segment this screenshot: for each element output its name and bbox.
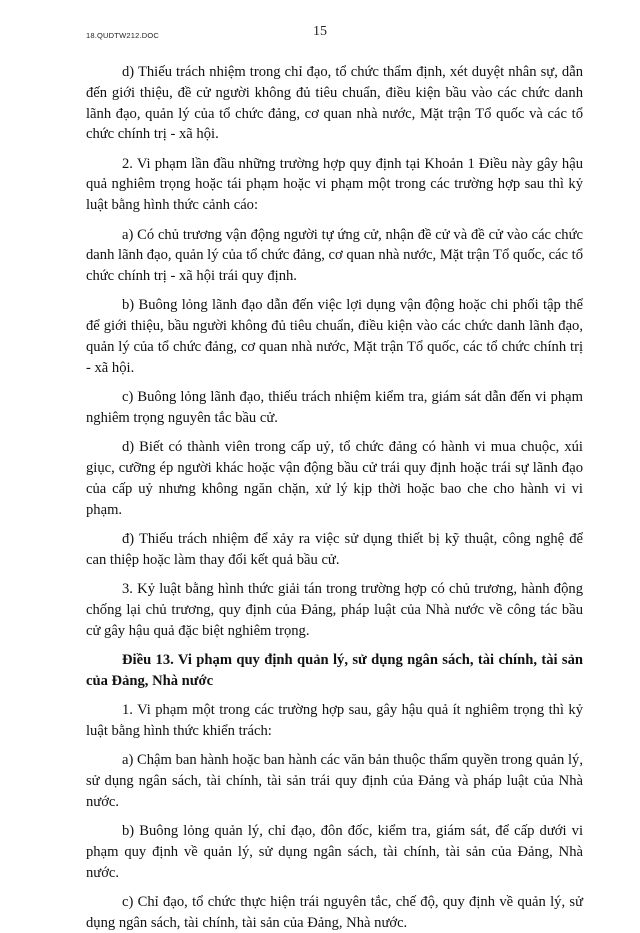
document-body [86,62,583,933]
paragraph-2a: a) Có chủ trương vận động người tự ứng cử, nhận đề cử và đề cử vào các chức danh lãnh đạo, quản lý của tổ chức đảng, cơ quan nhà nước, Mặt trận Tổ quốc, các tổ chức chính trị - xã hội trái quy định. [86,226,584,285]
paragraph-3: 3. Kỷ luật bằng hình thức giải tán trong trường hợp có chủ trương, hành động chống lại chủ trương, quy định của Đảng, pháp luật của Nhà nước về công tác bầu cử gây hậu quả đặc biệt nghiêm trọng. [86,581,583,639]
paragraph-13-1a: a) Chậm ban hành hoặc ban hành các văn bản thuộc thẩm quyền trong quản lý, sử dụng ngân sách, tài chính, tài sản trái quy định của Đảng và pháp luật của Nhà nước. [86,752,583,810]
paragraph-2b: b) Buông lỏng lãnh đạo dẫn đến việc lợi dụng vận động hoặc chi phối tập thể để giới thiệu, bầu người không đủ tiêu chuẩn, điều kiện vào các chức danh lãnh đạo, quản lý của tổ chức đảng, cơ quan nhà nước, Mặt trận Tổ quốc, các tổ chức chính trị - xã hội. [86,297,583,376]
file-tag: 18.QUDTW212.DOC [86,31,160,40]
article-13-heading: Điều 13. Vi phạm quy định quản lý, sử dụng ngân sách, tài chính, tài sản của Đảng, Nhà nước [86,651,583,689]
paragraph-2c: c) Buông lỏng lãnh đạo, thiếu trách nhiệm kiểm tra, giám sát dẫn đến vi phạm nghiêm trọng nguyên tắc bầu cử. [86,389,583,426]
paragraph-2dd: đ) Thiếu trách nhiệm để xảy ra việc sử dụng thiết bị kỹ thuật, công nghệ để can thiệp hoặc làm thay đổi kết quả bầu cử. [86,530,583,568]
paragraph-13-1: 1. Vi phạm một trong các trường hợp sau, gây hậu quả ít nghiêm trọng thì kỷ luật bằng hình thức khiển trách: [86,702,583,739]
paragraph-13-1c: c) Chỉ đạo, tổ chức thực hiện trái nguyên tắc, chế độ, quy định về quản lý, sử dụng ngân sách, tài chính, tài sản của Đảng, Nhà nước. [86,893,583,931]
paragraph-2: 2. Vi phạm lần đầu những trường hợp quy định tại Khoản 1 Điều này gây hậu quả nghiêm trọng hoặc tái phạm hoặc vi phạm một trong các trường hợp sau thì kỷ luật bằng hình thức cảnh cáo: [86,155,583,214]
paragraph-13-1b: b) Buông lỏng quản lý, chỉ đạo, đôn đốc, kiểm tra, giám sát, để cấp dưới vi phạm quy định về quản lý, sử dụng ngân sách, tài chính, tài sản của Đảng, Nhà nước. [86,823,583,881]
paragraph-1d: d) Thiếu trách nhiệm trong chỉ đạo, tổ chức thẩm định, xét duyệt nhân sự, dẫn đến giới thiệu, đề cử người không đủ tiêu chuẩn, điều kiện bầu vào các chức danh lãnh đạo, quản lý của tổ chức đảng, cơ quan nhà nước, Mặt trận Tổ quốc và các tổ chức chính trị - xã hội. [86,64,583,143]
paragraph-2d: d) Biết có thành viên trong cấp uỷ, tổ chức đảng có hành vi mua chuộc, xúi giục, cưỡng ép người khác hoặc vận động bầu cử trái quy định hoặc trái sự lãnh đạo của cấp uỷ nhưng không ngăn chặn, xử lý kịp thời hoặc bao che cho hành vi vi phạm. [86,439,583,518]
page-number: 15 [313,24,327,39]
